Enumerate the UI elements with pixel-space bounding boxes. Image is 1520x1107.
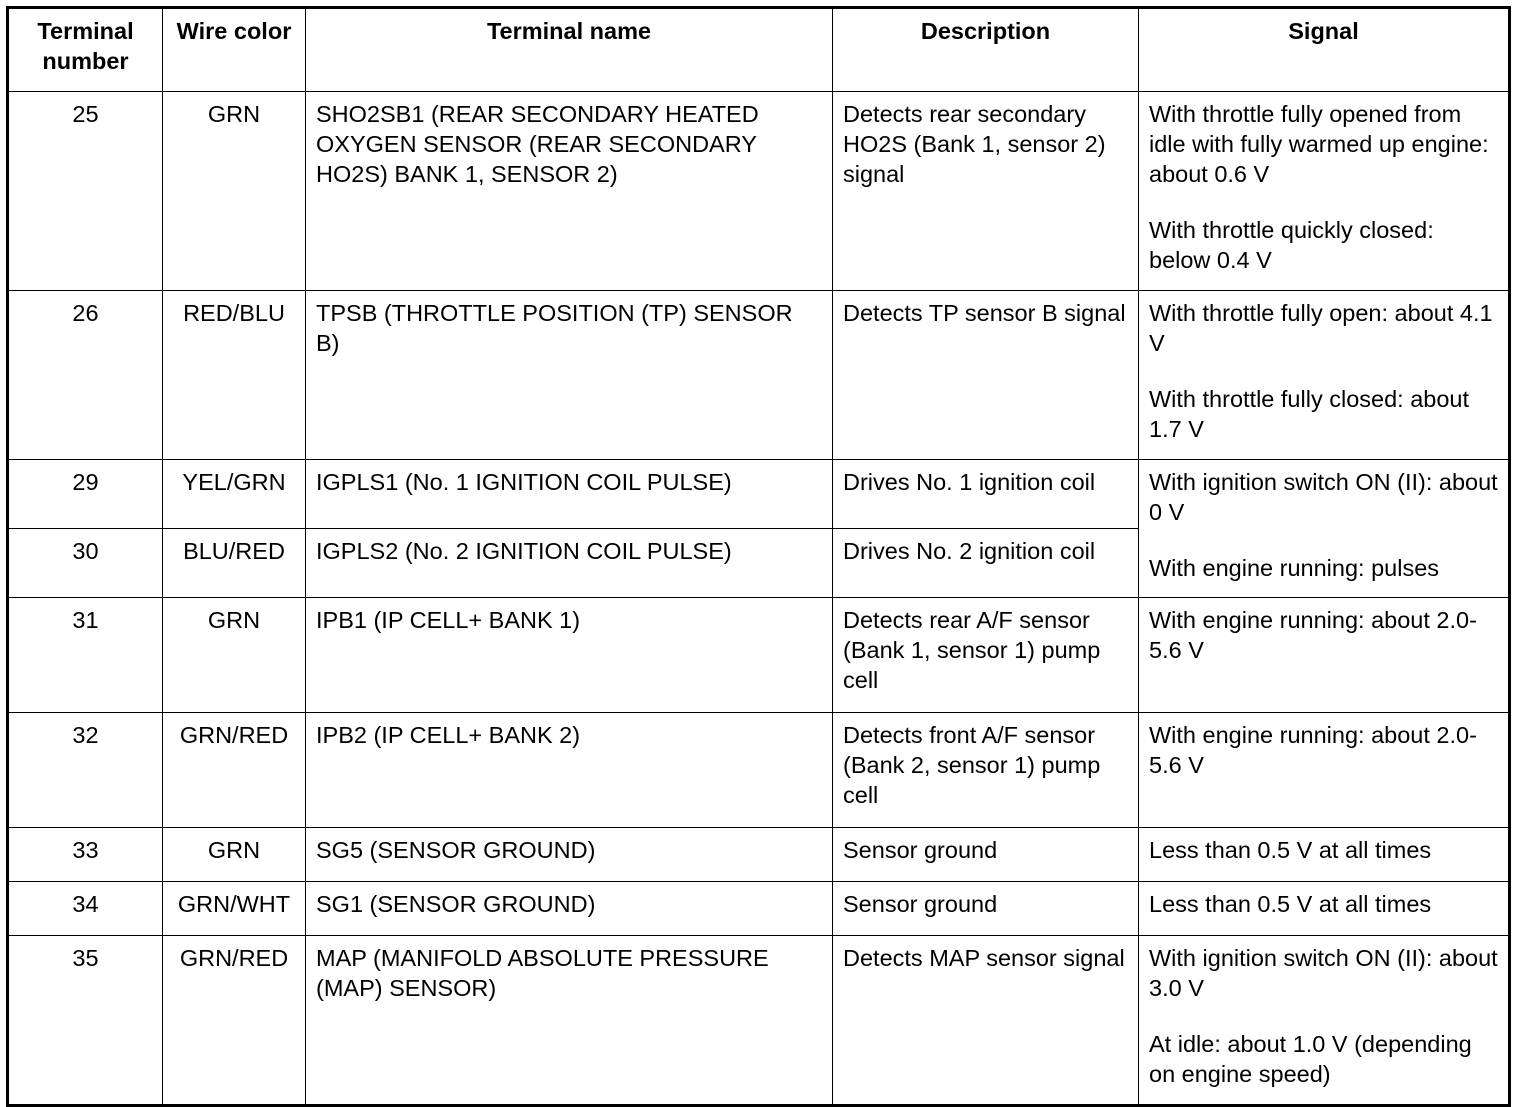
description-cell: Sensor ground: [833, 828, 1139, 882]
terminal-number-cell: 25: [8, 92, 163, 291]
signal-text: With ignition switch ON (II): about 3.0 V: [1149, 945, 1498, 1001]
signal-cell: [1139, 713, 1510, 828]
signal-cell: [1139, 291, 1510, 460]
table-row: [8, 598, 1510, 713]
table-body: [8, 92, 1510, 1106]
table-row: [8, 882, 1510, 936]
wire-color-cell: RED/BLU: [163, 291, 306, 460]
terminal-number-cell: 31: [8, 598, 163, 713]
table-row: [8, 713, 1510, 828]
table-row: [8, 291, 1510, 460]
terminal-number-cell: 35: [8, 936, 163, 1106]
header-signal: Signal: [1139, 8, 1510, 92]
terminal-name-cell: SG1 (SENSOR GROUND): [306, 882, 833, 936]
header-terminal-name: Terminal name: [306, 8, 833, 92]
description-cell: Detects rear secondary HO2S (Bank 1, sensor 2) signal: [833, 92, 1139, 291]
description-cell: Detects TP sensor B signal: [833, 291, 1139, 460]
terminal-name-cell: IGPLS2 (No. 2 IGNITION COIL PULSE): [306, 529, 833, 598]
terminal-name-cell: SG5 (SENSOR GROUND): [306, 828, 833, 882]
wire-color-cell: YEL/GRN: [163, 460, 306, 529]
wire-color-cell: GRN/WHT: [163, 882, 306, 936]
table-row: [8, 460, 1510, 529]
table-header: [8, 8, 1510, 92]
signal-text: Less than 0.5 V at all times: [1149, 837, 1432, 863]
signal-text: With throttle quickly closed: below 0.4 V: [1149, 217, 1434, 273]
terminal-name-cell: SHO2SB1 (REAR SECONDARY HEATED OXYGEN SENSOR (REAR SECONDARY HO2S) BANK 1, SENSOR 2): [306, 92, 833, 291]
signal-cell: [1139, 936, 1510, 1106]
terminal-number-cell: 33: [8, 828, 163, 882]
signal-text: With throttle fully open: about 4.1 V: [1149, 300, 1493, 356]
signal-text: With throttle fully opened from idle with fully warmed up engine: about 0.6 V: [1149, 101, 1489, 187]
header-description: Description: [833, 8, 1139, 92]
description-cell: Detects front A/F sensor (Bank 2, sensor 1) pump cell: [833, 713, 1139, 828]
signal-text: With engine running: about 2.0-5.6 V: [1149, 607, 1477, 663]
terminal-number-cell: 30: [8, 529, 163, 598]
terminal-number-cell: 34: [8, 882, 163, 936]
table-row: [8, 92, 1510, 291]
signal-text: With throttle fully closed: about 1.7 V: [1149, 386, 1470, 442]
description-cell: Drives No. 2 ignition coil: [833, 529, 1139, 598]
header-row: [8, 8, 1510, 92]
signal-text: Less than 0.5 V at all times: [1149, 891, 1432, 917]
terminal-name-cell: IPB1 (IP CELL+ BANK 1): [306, 598, 833, 713]
description-cell: Drives No. 1 ignition coil: [833, 460, 1139, 529]
signal-cell: [1139, 828, 1510, 882]
terminal-number-cell: 32: [8, 713, 163, 828]
terminal-name-cell: IGPLS1 (No. 1 IGNITION COIL PULSE): [306, 460, 833, 529]
wire-color-cell: GRN/RED: [163, 936, 306, 1106]
signal-cell: [1139, 598, 1510, 713]
header-wire-color: Wire color: [163, 8, 306, 92]
terminal-name-cell: MAP (MANIFOLD ABSOLUTE PRESSURE (MAP) SENSOR): [306, 936, 833, 1106]
description-cell: Detects MAP sensor signal: [833, 936, 1139, 1106]
terminal-number-cell: 26: [8, 291, 163, 460]
signal-cell: [1139, 92, 1510, 291]
description-cell: Sensor ground: [833, 882, 1139, 936]
table-row: [8, 828, 1510, 882]
terminal-number-cell: 29: [8, 460, 163, 529]
signal-text: At idle: about 1.0 V (depending on engine speed): [1149, 1031, 1472, 1087]
wire-color-cell: GRN: [163, 598, 306, 713]
wire-color-cell: GRN: [163, 92, 306, 291]
header-terminal-number: Terminal number: [8, 8, 163, 92]
signal-cell: [1139, 460, 1510, 598]
terminal-table: [6, 6, 1511, 1107]
signal-text: With engine running: about 2.0-5.6 V: [1149, 722, 1477, 778]
terminal-name-cell: IPB2 (IP CELL+ BANK 2): [306, 713, 833, 828]
signal-cell: [1139, 882, 1510, 936]
wire-color-cell: GRN/RED: [163, 713, 306, 828]
terminal-name-cell: TPSB (THROTTLE POSITION (TP) SENSOR B): [306, 291, 833, 460]
wire-color-cell: GRN: [163, 828, 306, 882]
signal-text: With ignition switch ON (II): about 0 V: [1149, 469, 1498, 525]
description-cell: Detects rear A/F sensor (Bank 1, sensor 1) pump cell: [833, 598, 1139, 713]
signal-text: With engine running: pulses: [1149, 555, 1440, 581]
table-row: [8, 936, 1510, 1106]
wire-color-cell: BLU/RED: [163, 529, 306, 598]
